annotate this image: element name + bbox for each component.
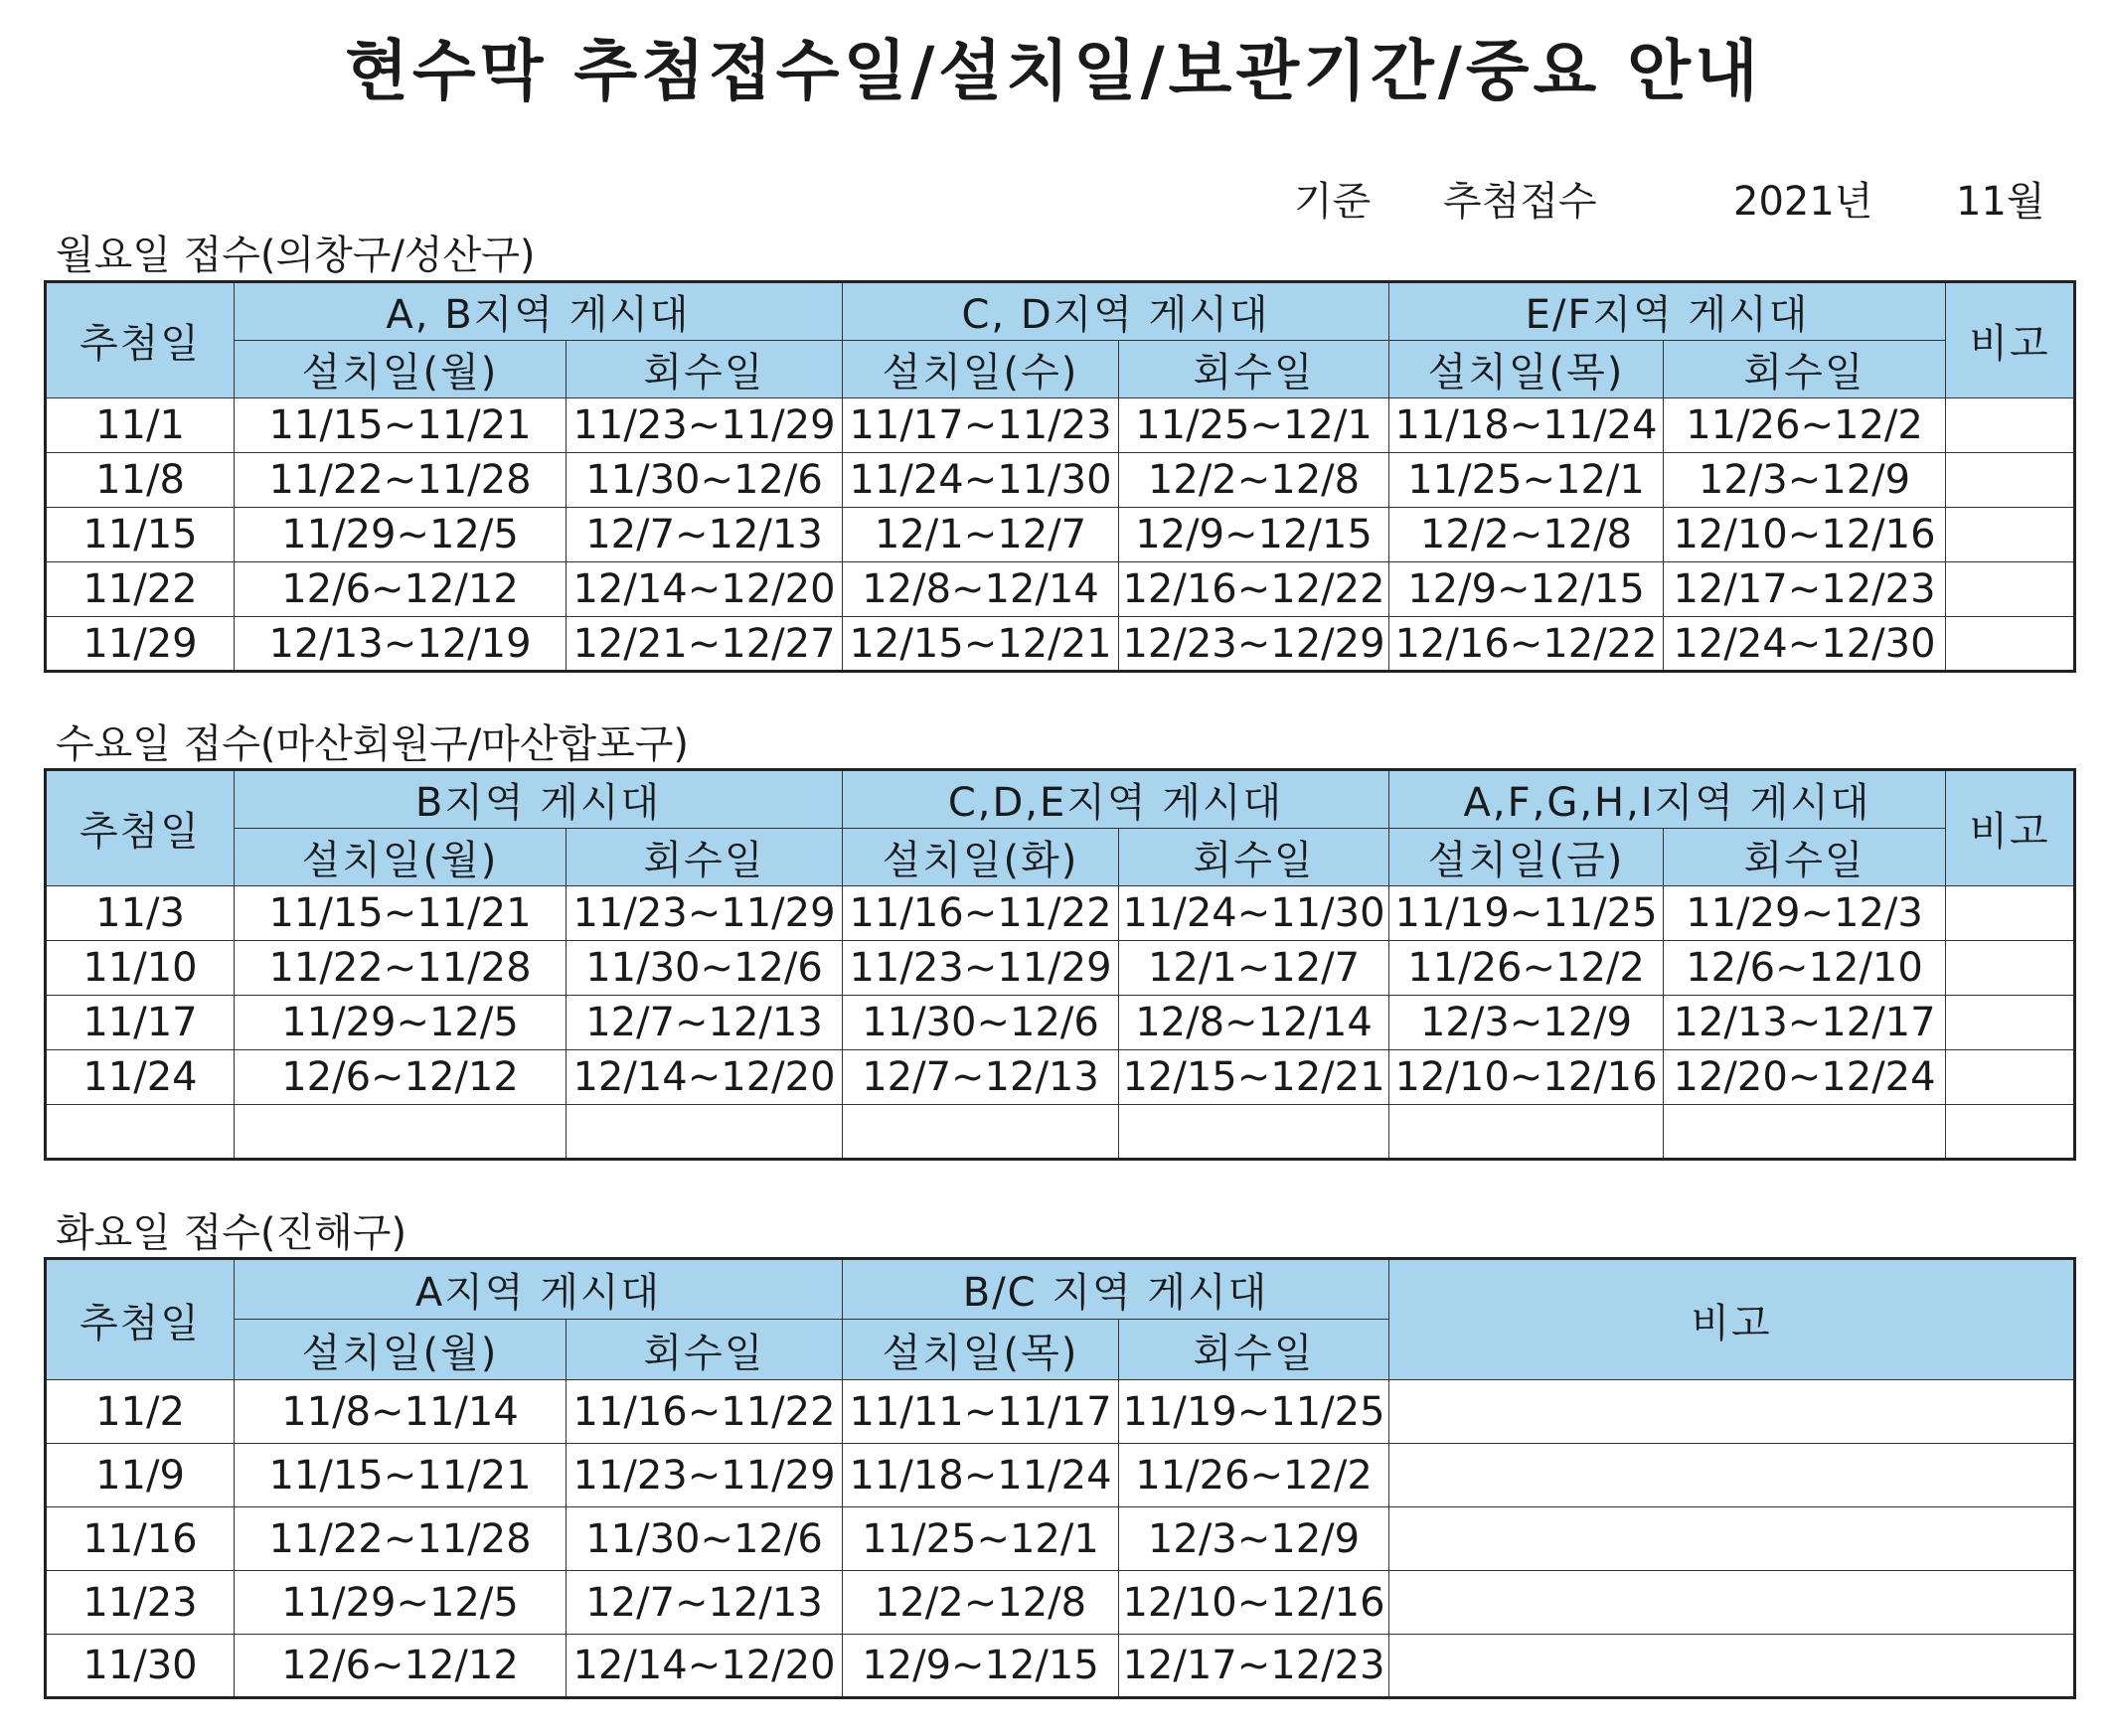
table-cell: 11/26~12/2	[1119, 1444, 1389, 1507]
table-cell: 11/17	[46, 996, 235, 1050]
header-collect-date: 회수일	[567, 829, 843, 886]
header-group: C, D지역 게시대	[843, 282, 1389, 341]
table-cell	[1119, 1105, 1389, 1160]
table-cell: 12/17~12/23	[1664, 562, 1946, 617]
table-cell	[1389, 1635, 2075, 1698]
table-row	[46, 996, 2075, 1050]
table-cell: 12/1~12/7	[843, 508, 1119, 562]
table-cell: 12/7~12/13	[567, 1571, 843, 1635]
table-row	[46, 886, 2075, 941]
table-cell: 11/29~12/5	[235, 996, 567, 1050]
schedule-table-tuesday	[44, 1257, 2076, 1699]
header-remarks: 비고	[1946, 282, 2075, 398]
header-remarks: 비고	[1946, 770, 2075, 886]
table-cell: 11/3	[46, 886, 235, 941]
basis-month: 11월	[1956, 179, 2045, 225]
table-cell: 12/8~12/14	[843, 562, 1119, 617]
header-group: A지역 게시대	[235, 1259, 843, 1320]
section-label-wednesday: 수요일 접수(마산회원구/마산합포구)	[56, 721, 690, 767]
table-cell: 11/22~11/28	[235, 1507, 567, 1571]
table-cell: 11/8~11/14	[235, 1380, 567, 1444]
table-cell: 12/2~12/8	[1389, 508, 1664, 562]
table-cell: 11/23~11/29	[567, 1444, 843, 1507]
table-cell: 11/15~11/21	[235, 886, 567, 941]
table-cell: 11/23~11/29	[567, 398, 843, 453]
table-cell: 11/29~12/5	[235, 1571, 567, 1635]
table-cell: 11/23~11/29	[843, 941, 1119, 996]
table-cell: 11/30~12/6	[567, 453, 843, 508]
table-cell: 12/9~12/15	[843, 1635, 1119, 1698]
table-row-empty	[46, 1105, 2075, 1160]
table-cell	[1946, 1050, 2075, 1105]
table-cell: 11/29~12/5	[235, 508, 567, 562]
table-row	[46, 1571, 2075, 1635]
table-cell	[1389, 1507, 2075, 1571]
header-collect-date: 회수일	[567, 1320, 843, 1380]
header-install-date: 설치일(목)	[1389, 341, 1664, 398]
table-cell: 12/24~12/30	[1664, 617, 1946, 672]
table-cell: 11/16~11/22	[843, 886, 1119, 941]
table-row	[46, 1050, 2075, 1105]
schedule-table-monday	[44, 280, 2076, 673]
table-cell: 11/2	[46, 1380, 235, 1444]
table-cell: 11/15~11/21	[235, 1444, 567, 1507]
table-cell: 11/24~11/30	[1119, 886, 1389, 941]
table-row	[46, 1380, 2075, 1444]
table-cell: 11/25~12/1	[1389, 453, 1664, 508]
table-cell: 12/3~12/9	[1389, 996, 1664, 1050]
table-cell: 11/19~11/25	[1119, 1380, 1389, 1444]
header-group: A,F,G,H,I지역 게시대	[1389, 770, 1946, 829]
table-cell	[1946, 453, 2075, 508]
table-cell: 12/6~12/12	[235, 562, 567, 617]
header-install-date: 설치일(월)	[235, 829, 567, 886]
table-row	[46, 453, 2075, 508]
table-cell: 11/30~12/6	[843, 996, 1119, 1050]
table-cell: 11/9	[46, 1444, 235, 1507]
table-cell: 12/8~12/14	[1119, 996, 1389, 1050]
table-cell: 12/16~12/22	[1389, 617, 1664, 672]
basis-label: 기준	[1294, 179, 1372, 225]
header-install-date: 설치일(월)	[235, 341, 567, 398]
table-cell: 12/9~12/15	[1119, 508, 1389, 562]
table-cell: 12/10~12/16	[1664, 508, 1946, 562]
table-cell: 11/29~12/3	[1664, 886, 1946, 941]
basis-year: 2021년	[1733, 179, 1873, 225]
table-cell: 12/3~12/9	[1664, 453, 1946, 508]
table-cell: 12/3~12/9	[1119, 1507, 1389, 1571]
table-row	[46, 398, 2075, 453]
table-cell: 12/7~12/13	[843, 1050, 1119, 1105]
header-collect-date: 회수일	[1119, 341, 1389, 398]
table-cell: 11/11~11/17	[843, 1380, 1119, 1444]
table-cell	[1946, 562, 2075, 617]
basis-type: 추첨접수	[1443, 179, 1597, 225]
table-cell: 12/10~12/16	[1389, 1050, 1664, 1105]
header-remarks: 비고	[1389, 1259, 2075, 1380]
table-cell	[1389, 1380, 2075, 1444]
table-cell: 11/30~12/6	[567, 1507, 843, 1571]
table-cell	[567, 1105, 843, 1160]
table-cell: 11/15~11/21	[235, 398, 567, 453]
table-cell	[1664, 1105, 1946, 1160]
table-cell: 11/22~11/28	[235, 453, 567, 508]
section-label-tuesday: 화요일 접수(진해구)	[56, 1210, 407, 1256]
header-draw-date: 추첨일	[46, 770, 235, 886]
table-cell	[1946, 617, 2075, 672]
table-cell: 12/15~12/21	[1119, 1050, 1389, 1105]
table-cell: 11/22~11/28	[235, 941, 567, 996]
table-cell: 12/14~12/20	[567, 1050, 843, 1105]
table-cell: 12/16~12/22	[1119, 562, 1389, 617]
table-row	[46, 1444, 2075, 1507]
table-cell: 11/18~11/24	[1389, 398, 1664, 453]
header-collect-date: 회수일	[1119, 1320, 1389, 1380]
table-cell: 11/30~12/6	[567, 941, 843, 996]
table-cell: 12/14~12/20	[567, 562, 843, 617]
table-cell: 11/26~12/2	[1389, 941, 1664, 996]
table-cell: 12/2~12/8	[843, 1571, 1119, 1635]
table-row	[46, 1507, 2075, 1571]
table-cell: 12/6~12/10	[1664, 941, 1946, 996]
table-cell	[843, 1105, 1119, 1160]
table-cell: 12/20~12/24	[1664, 1050, 1946, 1105]
header-group: C,D,E지역 게시대	[843, 770, 1389, 829]
table-cell: 12/21~12/27	[567, 617, 843, 672]
table-cell: 11/24~11/30	[843, 453, 1119, 508]
table-cell	[1389, 1444, 2075, 1507]
table-cell: 12/7~12/13	[567, 996, 843, 1050]
header-group: A, B지역 게시대	[235, 282, 843, 341]
header-collect-date: 회수일	[1664, 829, 1946, 886]
table-cell: 11/29	[46, 617, 235, 672]
table-cell	[1946, 996, 2075, 1050]
table-cell: 12/2~12/8	[1119, 453, 1389, 508]
table-row	[46, 508, 2075, 562]
table-cell: 12/1~12/7	[1119, 941, 1389, 996]
table-cell	[1946, 508, 2075, 562]
header-group: B/C 지역 게시대	[843, 1259, 1389, 1320]
table-cell: 11/18~11/24	[843, 1444, 1119, 1507]
table-row	[46, 941, 2075, 996]
table-cell: 11/22	[46, 562, 235, 617]
table-cell: 12/13~12/19	[235, 617, 567, 672]
table-cell: 12/23~12/29	[1119, 617, 1389, 672]
table-cell: 12/9~12/15	[1389, 562, 1664, 617]
table-cell	[1946, 941, 2075, 996]
header-collect-date: 회수일	[1664, 341, 1946, 398]
table-cell: 11/10	[46, 941, 235, 996]
header-draw-date: 추첨일	[46, 282, 235, 398]
table-cell: 12/6~12/12	[235, 1635, 567, 1698]
table-cell: 12/13~12/17	[1664, 996, 1946, 1050]
table-cell: 12/15~12/21	[843, 617, 1119, 672]
table-cell: 12/17~12/23	[1119, 1635, 1389, 1698]
table-cell: 11/25~12/1	[843, 1507, 1119, 1571]
table-row	[46, 562, 2075, 617]
header-install-date: 설치일(화)	[843, 829, 1119, 886]
table-cell	[1389, 1571, 2075, 1635]
table-cell: 12/6~12/12	[235, 1050, 567, 1105]
header-draw-date: 추첨일	[46, 1259, 235, 1380]
header-install-date: 설치일(월)	[235, 1320, 567, 1380]
table-cell: 11/26~12/2	[1664, 398, 1946, 453]
table-cell: 12/7~12/13	[567, 508, 843, 562]
table-cell: 12/10~12/16	[1119, 1571, 1389, 1635]
table-cell: 11/23	[46, 1571, 235, 1635]
header-collect-date: 회수일	[1119, 829, 1389, 886]
table-cell	[1946, 398, 2075, 453]
header-install-date: 설치일(수)	[843, 341, 1119, 398]
header-collect-date: 회수일	[567, 341, 843, 398]
table-cell: 11/25~12/1	[1119, 398, 1389, 453]
table-cell: 11/16~11/22	[567, 1380, 843, 1444]
table-cell: 11/17~11/23	[843, 398, 1119, 453]
table-row	[46, 617, 2075, 672]
table-cell: 11/19~11/25	[1389, 886, 1664, 941]
header-group: B지역 게시대	[235, 770, 843, 829]
table-cell	[46, 1105, 235, 1160]
table-cell: 12/14~12/20	[567, 1635, 843, 1698]
header-install-date: 설치일(금)	[1389, 829, 1664, 886]
header-install-date: 설치일(목)	[843, 1320, 1119, 1380]
table-cell: 11/8	[46, 453, 235, 508]
table-cell: 11/16	[46, 1507, 235, 1571]
table-cell: 11/30	[46, 1635, 235, 1698]
table-cell: 11/24	[46, 1050, 235, 1105]
table-cell: 11/23~11/29	[567, 886, 843, 941]
schedule-table-wednesday	[44, 768, 2076, 1161]
page-title: 현수막 추첨접수일/설치일/보관기간/중요 안내	[345, 33, 1762, 109]
table-row	[46, 1635, 2075, 1698]
table-cell	[1946, 886, 2075, 941]
table-cell	[235, 1105, 567, 1160]
section-label-monday: 월요일 접수(의창구/성산구)	[56, 233, 536, 278]
table-cell: 11/1	[46, 398, 235, 453]
table-cell	[1946, 1105, 2075, 1160]
table-cell	[1389, 1105, 1664, 1160]
table-cell: 11/15	[46, 508, 235, 562]
header-group: E/F지역 게시대	[1389, 282, 1946, 341]
